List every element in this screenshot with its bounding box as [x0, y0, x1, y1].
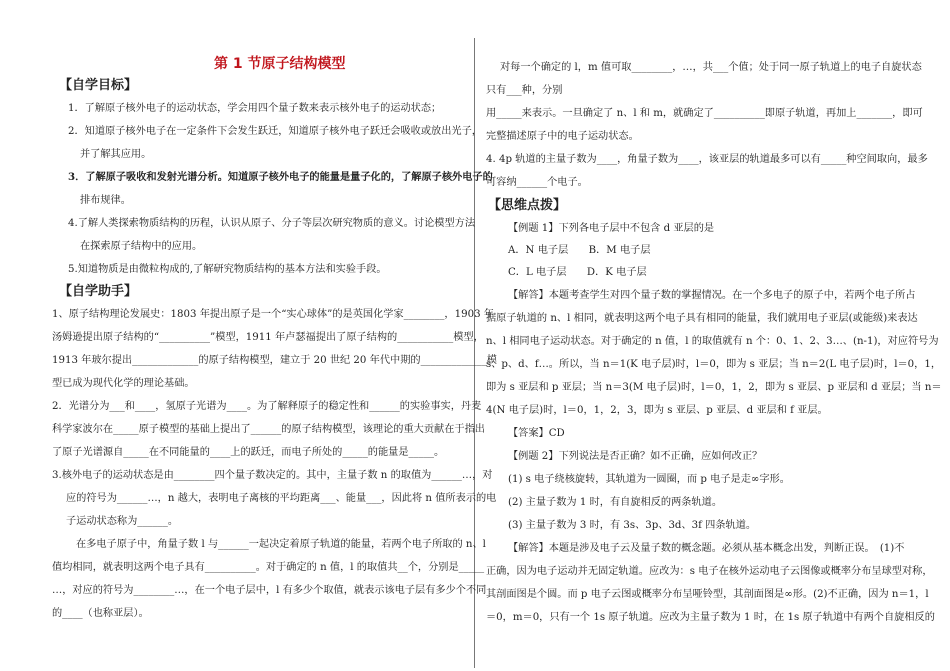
example2-line: (3) 主量子数为 3 时，有 3s、3p、3d、3f 四条轨道。: [508, 520, 757, 531]
goal-line: 在探索原子结构中的应用。: [80, 241, 203, 252]
goal-line: 4.了解人类探索物质结构的历程，认识从原子、分子等层次研究物质的意义。讨论模型方法: [68, 218, 476, 229]
helper-line: 子运动状态称为______。: [66, 516, 179, 527]
helper-line: 2．光谱分为___和____，氢原子光谱为____。为了解释原子的稳定性和______的实验事实，丹麦: [52, 401, 482, 412]
helper-line: 1、原子结构理论发展史：1803 年提出原子是一个“实心球体”的是英国化学家________，1903 年: [52, 309, 494, 320]
example2-line: (2) 主量子数为 1 时，有自旋相反的两条轨道。: [508, 497, 723, 508]
helper-line: 在多电子原子中，角量子数 l 与______一起决定着原子轨道的能量，若两个电子所取的 n、l: [76, 539, 486, 550]
goal-line: 5.知道物质是由微粒构成的,了解研究物质结构的基本方法和实验手段。: [68, 264, 387, 275]
helper-line: 的____（也称亚层）。: [52, 608, 149, 619]
helper-line: 科学家波尔在_____原子模型的基础上提出了______的原子结构模型，该理论的重大贡献在于指出: [52, 424, 485, 435]
example2-line: (1) s 电子绕核旋转，其轨道为一圆圈，而 p 电子是走∞字形。: [508, 474, 790, 485]
example2-line: ＝0，m＝0，只有一个 1s 原子轨道。应改为主量子数为 1 时，在 1s 原子轨道中有两个自旋相反的: [486, 612, 935, 623]
example2-line: 【例题 2】下列说法是否正确？如不正确，应如何改正？: [508, 451, 763, 462]
example1-line: s、p、d、f…。所以，当 n＝1(K 电子层)时，l＝0，即为 s 亚层；当 n＝2(L 电子层)时，l＝0，1，: [486, 359, 942, 370]
section-heading-helper: 【自学助手】: [59, 284, 138, 299]
example1-line: 4(N 电子层)时，l＝0，1，2，3，即为 s 亚层、p 亚层、d 亚层和 f 亚层。: [486, 405, 828, 416]
example2-line: 正确，因为电子运动并无固定轨道。应改为：s 电子在核外运动电子云图像或概率分布呈球型对称，: [486, 566, 933, 577]
helper-line: 汤姆逊提出原子结构的“__________”模型，1911 年卢瑟福提出了原子结构的___________模型，: [52, 332, 484, 343]
section-heading-tips: 【思维点拨】: [488, 198, 567, 213]
intro-line: 可容纳______个电子。: [486, 177, 588, 188]
example1-line: 据原子轨道的 n、l 相同，就表明这两个电子具有相同的能量，我们就用电子亚层(或能级)来表达: [486, 313, 918, 324]
intro-line: 用_____来表示。一旦确定了 n、l 和 m，就确定了__________即原子轨道，再加上_______，即可: [486, 108, 923, 119]
goal-line: 排布规律。: [80, 195, 131, 206]
intro-line: 完整描述原子中的电子运动状态。: [486, 131, 639, 142]
example1-answer: 【答案】CD: [508, 428, 565, 439]
example1-line: 即为 s 亚层和 p 亚层；当 n＝3(M 电子层)时，l＝0，1，2，即为 s 亚层、p 亚层和 d 亚层；当 n＝: [486, 382, 942, 393]
example2-line: 【解答】本题是涉及电子云及量子数的概念题。必须从基本概念出发，判断正误。 (1)不: [508, 543, 905, 554]
intro-line: 对每一个确定的 l，m 值可取________，…，共___个值；处于同一原子轨道上的电子自旋状态: [500, 62, 922, 73]
helper-line: 值均相同，就表明这两个电子具有__________。对于确定的 n 值，l 的取值共__个，分别是_____: [52, 562, 485, 573]
example1-line: 【解答】本题考查学生对四个量子数的掌握情况。在一个多电子的原子中，若两个电子所占: [508, 290, 916, 301]
page-title: 第 1 节原子结构模型: [214, 56, 346, 72]
goal-line: 3．了解原子吸收和发射光谱分析。知道原子核外电子的能量是量子化的，了解原子核外电子的: [68, 171, 493, 183]
example1-line: C．L 电子层 D．K 电子层: [508, 267, 647, 278]
helper-line: 型已成为现代化学的理论基础。: [52, 378, 195, 389]
goal-line: 并了解其应用。: [80, 149, 152, 160]
intro-line: 只有___种，分别: [486, 85, 563, 96]
helper-line: …，对应的符号为________…，在一个电子层中，l 有多少个取值，就表示该电子层有多少个不同: [52, 585, 487, 596]
example2-line: 其剖面图是个圆。而 p 电子云图或概率分布呈哑铃型，其剖面图是∞形。(2)不正确，因为 n＝1，l: [486, 589, 929, 600]
helper-line: 1913 年玻尔提出_____________的原子结构模型，建立于 20 世纪 20 年代中期的_____________模: [52, 355, 497, 366]
example1-line: 【例题 1】下列各电子层中不包含 d 亚层的是: [508, 223, 715, 234]
helper-line: 应的符号为______…，n 越大，表明电子离核的平均距离___、能量___，因此将 n 值所表示的电: [66, 493, 497, 504]
goal-line: 1．了解原子核外电子的运动状态，学会用四个量子数来表示核外电子的运动状态；: [68, 103, 442, 114]
section-heading-goals: 【自学目标】: [59, 78, 138, 93]
helper-line: 了原子光谱源自_____在不同能量的____上的跃迁，而电子所处的_____的能量是_____。: [52, 447, 445, 458]
helper-line: 3.核外电子的运动状态是由________四个量子数决定的。其中，主量子数 n 的取值为______…，对: [52, 470, 493, 481]
example1-line: A．N 电子层 B．M 电子层: [508, 245, 651, 256]
goal-line: 2．知道原子核外电子在一定条件下会发生跃迁，知道原子核外电子跃迁会吸收或放出光子，: [68, 126, 482, 137]
intro-line: 4. 4p 轨道的主量子数为____，角量子数为____，该亚层的轨道最多可以有_____种空间取向，最多: [486, 154, 928, 165]
example1-line: n、l 相同电子运动状态。对于确定的 n 值，l 的取值就有 n 个：0、1、2、3…、(n-1)，对应符号为: [486, 336, 939, 347]
